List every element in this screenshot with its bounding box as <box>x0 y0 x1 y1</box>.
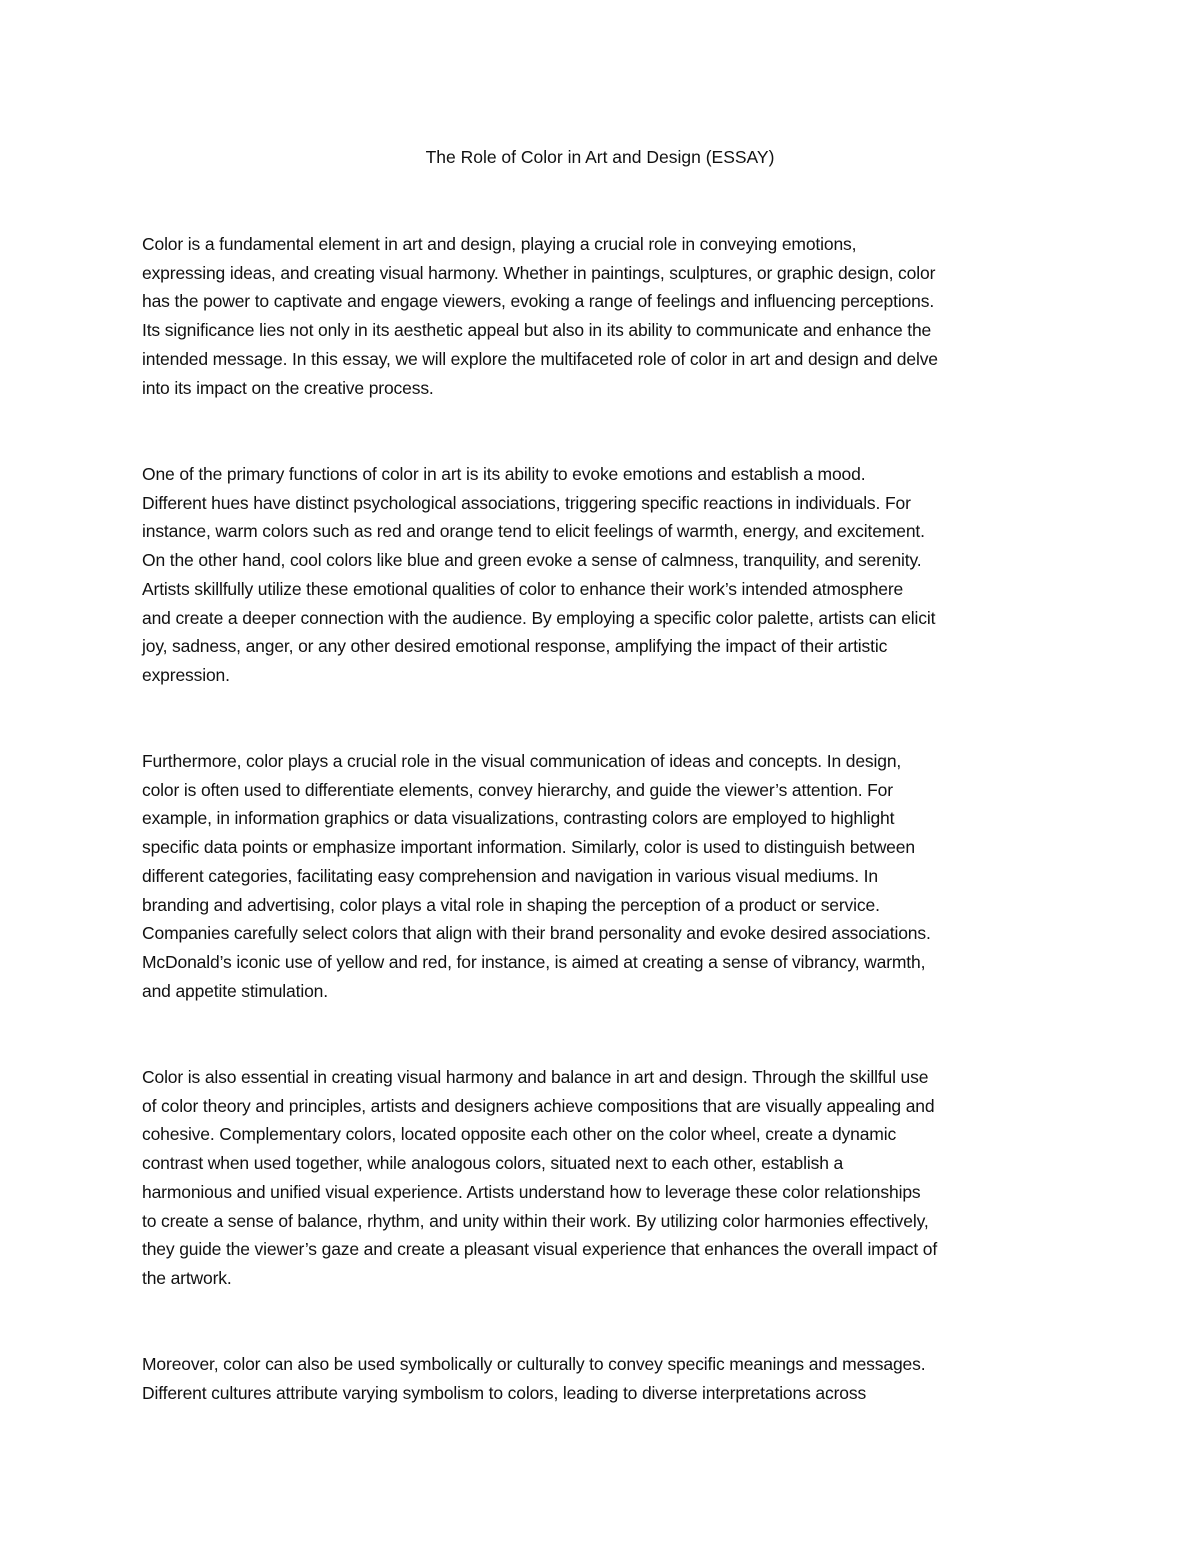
paragraph-line: McDonald’s iconic use of yellow and red, for instance, is aimed at creating a sense of vibrancy, warmth, <box>142 951 926 972</box>
paragraph-line: the artwork. <box>142 1267 232 1288</box>
paragraph-line: specific data points or emphasize important information. Similarly, color is used to distinguish between <box>142 837 915 858</box>
paragraph-line: joy, sadness, anger, or any other desired emotional response, amplifying the impact of their artistic <box>142 636 888 657</box>
paragraph-line: has the power to captivate and engage viewers, evoking a range of feelings and influencing perceptions. <box>142 291 935 312</box>
paragraph-line: Different hues have distinct psychological associations, triggering specific reactions in individuals. For <box>142 492 911 513</box>
paragraph-line: cohesive. Complementary colors, located opposite each other on the color wheel, create a dynamic <box>142 1124 897 1145</box>
paragraph-harmony <box>142 1063 1067 1293</box>
paragraph-emotions <box>142 460 1067 690</box>
paragraph-line: intended message. In this essay, we will explore the multifaceted role of color in art and design and delve <box>142 348 938 369</box>
paragraph-line: different categories, facilitating easy comprehension and navigation in various visual mediums. In <box>142 865 878 886</box>
paragraph-line: Companies carefully select colors that align with their brand personality and evoke desired associations. <box>142 923 931 944</box>
paragraph-line: of color theory and principles, artists and designers achieve compositions that are visually appealing and <box>142 1095 935 1116</box>
paragraph-line: expressing ideas, and creating visual harmony. Whether in paintings, sculptures, or graphic design, color <box>142 262 936 283</box>
paragraph-line: Color is a fundamental element in art and design, playing a crucial role in conveying emotions, <box>142 234 857 254</box>
paragraph-line: they guide the viewer’s gaze and create a pleasant visual experience that enhances the overall impact of <box>142 1239 938 1260</box>
paragraph-line: Moreover, color can also be used symbolically or culturally to convey specific meanings and messages. <box>142 1354 926 1374</box>
paragraph-line: harmonious and unified visual experience. Artists understand how to leverage these color relationships <box>142 1181 921 1202</box>
paragraph-communication <box>142 747 1067 1005</box>
paragraph-line: Color is also essential in creating visual harmony and balance in art and design. Through the skillful use <box>142 1067 929 1087</box>
paragraph-symbolism <box>142 1350 1067 1407</box>
paragraph-introduction <box>142 230 1067 402</box>
paragraph-line: Different cultures attribute varying symbolism to colors, leading to diverse interpretations across <box>142 1382 867 1403</box>
paragraph-line: expression. <box>142 664 230 685</box>
essay-title: The Role of Color in Art and Design (ESSAY) <box>425 147 775 167</box>
paragraph-line: example, in information graphics or data visualizations, contrasting colors are employed to highlight <box>142 808 895 829</box>
paragraph-line: into its impact on the creative process. <box>142 377 434 398</box>
paragraph-line: On the other hand, cool colors like blue and green evoke a sense of calmness, tranquility, and serenity. <box>142 550 922 571</box>
paragraph-line: color is often used to differentiate elements, convey hierarchy, and guide the viewer’s attention. For <box>142 779 893 800</box>
paragraph-line: and create a deeper connection with the audience. By employing a specific color palette, artists can elicit <box>142 607 936 628</box>
paragraph-line: Artists skillfully utilize these emotional qualities of color to enhance their work’s intended atmosphere <box>142 578 904 599</box>
paragraph-line: contrast when used together, while analogous colors, situated next to each other, establish a <box>142 1153 844 1174</box>
paragraph-line: Its significance lies not only in its aesthetic appeal but also in its ability to communicate and enhance the <box>142 320 932 341</box>
paragraph-line: branding and advertising, color plays a vital role in shaping the perception of a product or service. <box>142 894 880 915</box>
paragraph-line: Furthermore, color plays a crucial role in the visual communication of ideas and concepts. In design, <box>142 751 902 771</box>
paragraph-line: and appetite stimulation. <box>142 980 328 1001</box>
paragraph-line: One of the primary functions of color in art is its ability to evoke emotions and establish a mood. <box>142 464 866 484</box>
paragraph-line: instance, warm colors such as red and orange tend to elicit feelings of warmth, energy, and excitement. <box>142 521 925 542</box>
paragraph-line: to create a sense of balance, rhythm, and unity within their work. By utilizing color harmonies effectively, <box>142 1210 929 1231</box>
